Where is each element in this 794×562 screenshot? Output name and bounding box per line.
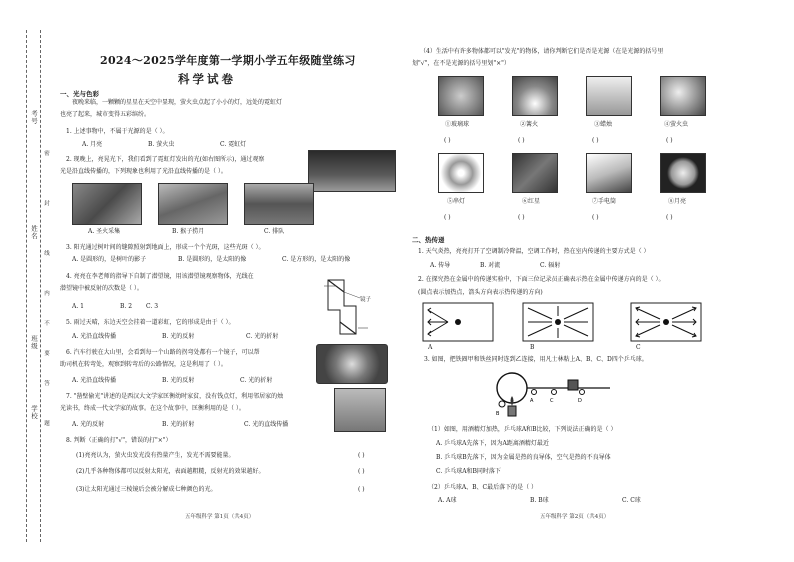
option: C. 光的折射 (240, 377, 273, 384)
periscope-diagram (322, 276, 372, 338)
answer-paren[interactable]: ( ) (444, 137, 451, 144)
question-2: 2. 现晚上，亮晃光下，我们看到了霓虹灯发出的光(如右图所示)，通过观察 (66, 156, 265, 163)
option: B. 2 (120, 303, 133, 310)
question-h3-1: （1）如图，用酒精灯加热，乒乓球A和B比较，下列说法正确的是（ ） (428, 426, 617, 433)
flashlight-image (586, 153, 632, 193)
option: A. 圣火采集 (88, 228, 121, 235)
intro-text: 夜晚来临，一颗颗的星星在天空中显现，萤火虫点起了小小的灯，远处的霓虹灯 (72, 99, 283, 106)
answer-paren[interactable]: ( ) (592, 137, 599, 144)
diagram-label: B (530, 344, 535, 351)
seal-char: 题 (43, 420, 49, 427)
seal-line (26, 30, 27, 542)
heat-diagram-a[interactable] (422, 302, 494, 342)
option: B. B球 (530, 497, 549, 504)
option: B. 萤火虫 (148, 141, 175, 148)
answer-paren[interactable]: ( ) (666, 214, 673, 221)
string-lights-image (438, 153, 484, 193)
answer-paren[interactable]: ( ) (666, 137, 673, 144)
answer-paren[interactable]: ( ) (592, 214, 599, 221)
option: C. 辐射 (540, 262, 561, 269)
option: C. 乒乓球A和B同时落下 (436, 468, 501, 475)
option: A. A球 (438, 497, 457, 504)
question-4: 潜望镜中被反射的次数是（ ）。 (60, 285, 143, 292)
option: C. 3 (146, 303, 159, 310)
option: A. 乒乓球A先落下，因为A距离酒精灯最近 (436, 440, 549, 447)
svg-text:D: D (578, 398, 582, 404)
glass-ball-image (438, 76, 484, 116)
option: A. 月亮 (82, 141, 103, 148)
question-1: 1. 上述事物中，不属于光源的是（ ）。 (66, 128, 169, 135)
heat-diagram-b[interactable] (522, 302, 594, 342)
seal-char: 不 (43, 320, 49, 327)
answer-paren[interactable]: ( ) (518, 137, 525, 144)
question-7: 7. "凿壁偷光"讲述的是西汉大文学家匡衡幼时家贫，没有钱点灯，利用邻居家的烛 (66, 393, 284, 400)
heat-diagram-c[interactable] (630, 302, 702, 342)
option: B. 是圆形的，是太阳的像 (178, 256, 247, 263)
option: C. 是方形的，是太阳的像 (282, 256, 351, 263)
answer-paren[interactable]: ( ) (358, 486, 365, 493)
option: B. 光的折射 (162, 421, 195, 428)
seal-line-inner (40, 30, 41, 542)
seal-char: 线 (43, 250, 49, 257)
judge-item: (1)亮亮认为，萤火虫发光没有热量产生，发光不需要能量。 (76, 452, 235, 459)
school-label: 学校 (30, 405, 38, 420)
option: A. 1 (72, 303, 84, 310)
item-label: ①玻璃球 (445, 121, 470, 128)
option: B. 乒乓球B先落下，因为金属是热的良导体，空气是热的不良导体 (436, 454, 611, 461)
page-footer: 五年级科学 第1页（共4页） (185, 514, 255, 520)
intro-text: 也亮了起来，城市变得五彩缤纷。 (60, 111, 151, 118)
judge-item: (2)几乎各种物体都可以反射太阳光，表面越粗糙，反射光的效果越好。 (76, 468, 265, 475)
name-label: 姓名 (30, 225, 38, 240)
convex-mirror-photo (316, 344, 388, 384)
answer-paren[interactable]: ( ) (518, 214, 525, 221)
seal-char: 内 (43, 290, 49, 297)
item-label: ⑧月亮 (668, 198, 687, 205)
question-h1: 1. 天气炎热，亮亮打开了空调制冷降温，空调工作时，热在室内传递的主要方式是（ ） (418, 248, 650, 255)
svg-text:C: C (550, 398, 554, 404)
question-4b: 划"√"，在不是光源的括号里划"×"） (412, 60, 510, 67)
option: B. 光的反射 (162, 377, 195, 384)
exam-number-label: 考号 (30, 110, 38, 125)
item-label: ②篝火 (520, 121, 539, 128)
seal-char: 要 (43, 350, 49, 357)
option: A. 传导 (430, 262, 451, 269)
option: C. 光的折射 (246, 333, 279, 340)
question-6: 助司机在转弯处，观察到转弯后的公路情况，这是利用了（ ）。 (60, 361, 227, 368)
item-label: ⑤串灯 (447, 198, 466, 205)
question-6: 6. 汽车行驶在大山里，会看到每一个山路的拐弯处都有一个镜子，可以帮 (66, 349, 260, 356)
option: A. 是圆形的，是树叶的影子 (72, 256, 147, 263)
option: C. C球 (622, 497, 641, 504)
torch-lighting-photo (72, 183, 142, 225)
moon-image (660, 153, 706, 193)
item-label: ⑦手电筒 (592, 198, 617, 205)
question-h2: (圆点表示加热点，箭头方向表示热传递的方向) (418, 289, 543, 296)
question-3: 3. 阳光通过树叶间的缝隙照射到地面上，形成一个个光斑，这些光斑（ ）。 (66, 244, 265, 251)
option: B. 对流 (480, 262, 501, 269)
exam-title: 2024～2025学年度第一学期小学五年级随堂练习 (100, 54, 356, 67)
option: A. 光沿直线传播 (72, 333, 117, 340)
firefly-image (660, 76, 706, 116)
diagram-label: C (636, 344, 641, 351)
section-heading: 二、热传递 (412, 236, 445, 244)
option: C. 霓虹灯 (220, 141, 247, 148)
item-label: ③蜡烛 (594, 121, 613, 128)
svg-text:A: A (530, 398, 534, 404)
option: A. 光沿直线传播 (72, 377, 117, 384)
question-7: 光读书，终成一代文学家的故事。在这个故事中，匡衡利用的是（ ）。 (60, 405, 245, 412)
class-label: 班级 (30, 335, 38, 350)
question-h3: 3. 如图，把铁圈甲和铁丝同时连到乙连接，用凡士林粘上A、B、C、D四个乒乓球。 (424, 356, 648, 363)
candle-image (586, 76, 632, 116)
question-h2: 2. 在探究热在金属中的传递实验中，下面三位记录员正确表示热在金属中传递方向的是（ ）。 (418, 276, 665, 283)
question-4: 4. 亮亮在李老师的指导下自制了潜望镜，用该潜望镜观察物体，光线在 (66, 273, 254, 280)
story-illustration (334, 388, 386, 432)
question-8: 8. 判断（正确的打"√"，错误的打"×"） (66, 437, 172, 444)
answer-paren[interactable]: ( ) (358, 468, 365, 475)
seal-char: 密 (43, 150, 49, 157)
option: B. 光的反射 (162, 333, 195, 340)
answer-paren[interactable]: ( ) (358, 452, 365, 459)
svg-text:B: B (496, 411, 500, 417)
seal-char: 答 (43, 380, 49, 387)
exam-subtitle: 科学试卷 (178, 72, 236, 86)
page-footer: 五年级科学 第2页（共4页） (540, 514, 610, 520)
red-star-image (512, 153, 558, 193)
seal-char: 封 (43, 200, 49, 207)
queue-photo (244, 183, 314, 225)
heat-apparatus-diagram (490, 366, 620, 420)
section-heading: 一、光与色彩 (60, 90, 99, 98)
option: B. 猴子捞月 (172, 228, 205, 235)
answer-paren[interactable]: ( ) (444, 214, 451, 221)
item-label: ④萤火虫 (664, 121, 689, 128)
option: C. 排队 (264, 228, 285, 235)
monkey-moon-photo (158, 183, 228, 225)
option: A. 光的反射 (72, 421, 105, 428)
judge-item: (3)让太阳光通过三棱镜后会被分解成七种颜色的光。 (76, 486, 217, 493)
diagram-label: A (428, 344, 433, 351)
neon-lights-photo (308, 150, 396, 192)
bonfire-image (512, 76, 558, 116)
question-4b: （4）生活中有许多物体都可以"发光"的物体，请你判断它们是否是光源（在是光源的括号里 (420, 48, 664, 55)
mirror-label: 镜子 (360, 297, 372, 303)
question-2: 光是沿直线传播的，下列现象也利用了光沿直线传播的是（ ）。 (60, 168, 227, 175)
option: C. 光的直线传播 (244, 421, 289, 428)
question-h3-2: （2）乒乓球A、B、C最后落下的是（ ） (428, 484, 538, 491)
question-5: 5. 雨过天晴，东边天空会挂着一道彩虹，它的形成是由于（ ）。 (66, 319, 235, 326)
item-label: ⑥红星 (522, 198, 541, 205)
